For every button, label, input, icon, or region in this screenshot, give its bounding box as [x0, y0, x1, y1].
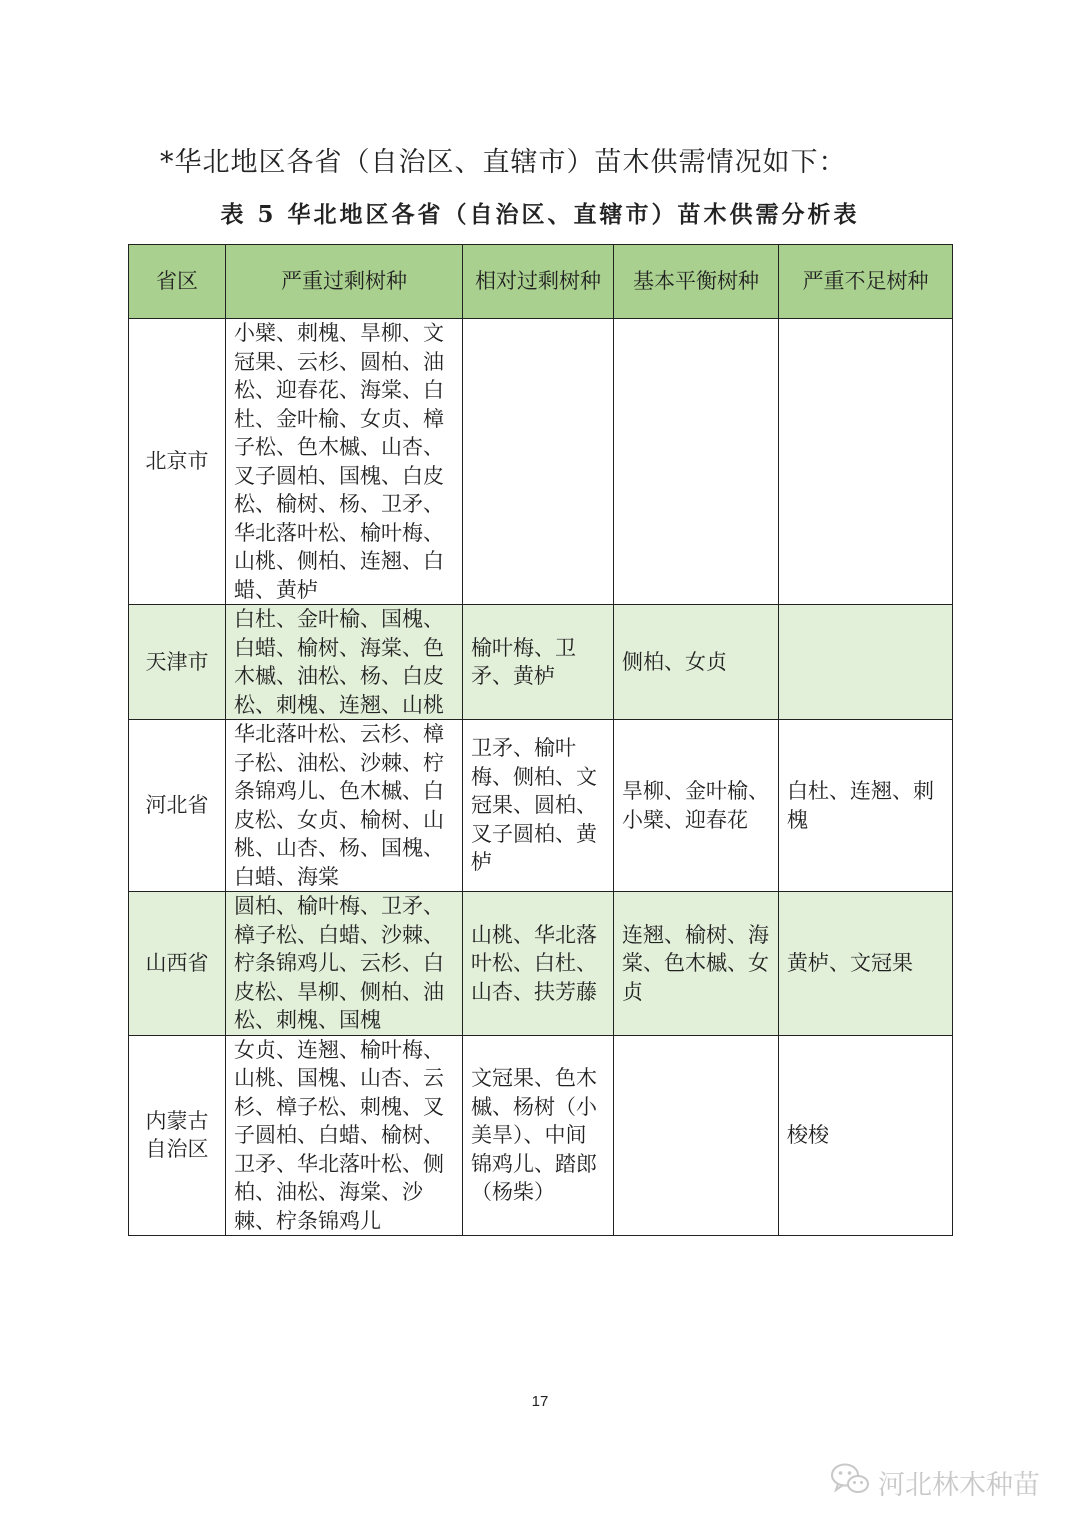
page-number: 17	[531, 1393, 549, 1410]
balanced-cell: 连翘、榆树、海棠、色木槭、女贞	[614, 892, 779, 1036]
header-province: 省区	[129, 245, 226, 319]
table-row	[129, 720, 953, 892]
watermark	[830, 1462, 1040, 1503]
severe-surplus-cell: 白杜、金叶榆、国槐、白蜡、榆树、海棠、色木槭、油松、杨、白皮松、刺槐、连翘、山桃	[226, 605, 463, 720]
balanced-cell	[614, 319, 779, 605]
table-row	[129, 892, 953, 1036]
header-severe-surplus: 严重过剩树种	[226, 245, 463, 319]
table-row	[129, 319, 953, 605]
province-cell: 山西省	[129, 892, 226, 1036]
balanced-cell	[614, 1035, 779, 1236]
relative-surplus-cell: 山桃、华北落叶松、白杜、山杏、扶芳藤	[463, 892, 614, 1036]
balanced-cell: 侧柏、女贞	[614, 605, 779, 720]
relative-surplus-cell: 卫矛、榆叶梅、侧柏、文冠果、圆柏、叉子圆柏、黄栌	[463, 720, 614, 892]
province-cell: 天津市	[129, 605, 226, 720]
table-row	[129, 605, 953, 720]
province-cell: 河北省	[129, 720, 226, 892]
watermark-text: 河北林木种苗	[878, 1470, 1040, 1501]
relative-surplus-cell: 榆叶梅、卫矛、黄栌	[463, 605, 614, 720]
intro-text: *华北地区各省（自治区、直辖市）苗木供需情况如下：	[160, 147, 847, 178]
severe-surplus-cell: 女贞、连翘、榆叶梅、山桃、国槐、山杏、云杉、樟子松、刺槐、叉子圆柏、白蜡、榆树、卫矛、华北落叶松、侧柏、油松、海棠、沙棘、柠条锦鸡儿	[226, 1035, 463, 1236]
province-cell: 北京市	[129, 319, 226, 605]
wechat-icon	[830, 1462, 870, 1503]
severe-shortage-cell	[779, 319, 953, 605]
supply-demand-table	[128, 244, 953, 1236]
balanced-cell: 旱柳、金叶榆、小檗、迎春花	[614, 720, 779, 892]
severe-shortage-cell: 黄栌、文冠果	[779, 892, 953, 1036]
table-header-row	[129, 245, 953, 319]
severe-surplus-cell: 华北落叶松、云杉、樟子松、油松、沙棘、柠条锦鸡儿、色木槭、白皮松、女贞、榆树、山桃、山杏、杨、国槐、白蜡、海棠	[226, 720, 463, 892]
province-cell: 内蒙古自治区	[129, 1035, 226, 1236]
severe-shortage-cell	[779, 605, 953, 720]
severe-surplus-cell: 圆柏、榆叶梅、卫矛、樟子松、白蜡、沙棘、柠条锦鸡儿、云杉、白皮松、旱柳、侧柏、油松、刺槐、国槐	[226, 892, 463, 1036]
severe-surplus-cell: 小檗、刺槐、旱柳、文冠果、云杉、圆柏、油松、迎春花、海棠、白杜、金叶榆、女贞、樟子松、色木槭、山杏、叉子圆柏、国槐、白皮松、榆树、杨、卫矛、华北落叶松、榆叶梅、山桃、侧柏、连翘、白蜡、黄栌	[226, 319, 463, 605]
header-relative-surplus: 相对过剩树种	[463, 245, 614, 319]
table-row	[129, 1035, 953, 1236]
header-severe-shortage: 严重不足树种	[779, 245, 953, 319]
relative-surplus-cell: 文冠果、色木槭、杨树（小美旱）、中间锦鸡儿、踏郎（杨柴）	[463, 1035, 614, 1236]
severe-shortage-cell: 白杜、连翘、刺槐	[779, 720, 953, 892]
header-balanced: 基本平衡树种	[614, 245, 779, 319]
table-caption: 表 5 华北地区各省（自治区、直辖市）苗木供需分析表	[220, 201, 860, 228]
relative-surplus-cell	[463, 319, 614, 605]
severe-shortage-cell: 梭梭	[779, 1035, 953, 1236]
